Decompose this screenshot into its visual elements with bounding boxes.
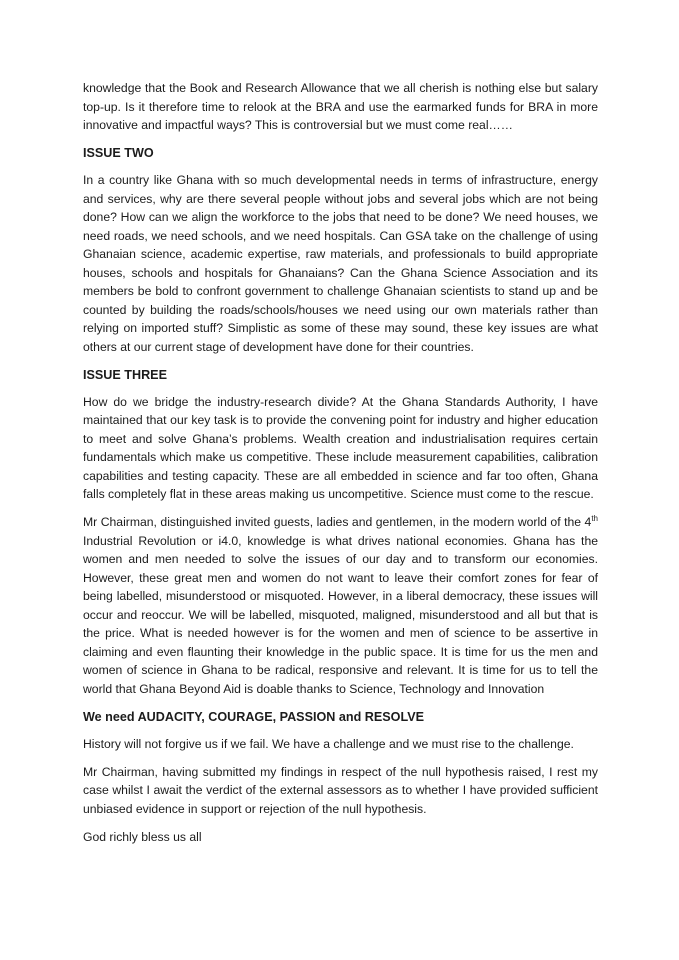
paragraph-history: History will not forgive us if we fail. We have a challenge and we must rise to the challenge. [83, 736, 574, 751]
paragraph-segment: Industrial Revolution or i4.0, knowledge is what drives national economies. Ghana has the women and men needed to solve the issues of our day and to transform our economies. However, these great men and women do not want to leave their comfort zones for fear of being labelled, misunderstood or misquoted. However, in a liberal democracy, these issues will occur and reoccur. We will be labelled, misquoted, maligned, misunderstood and all but that is the price. What is needed however is for the women and men of science to be assertive in claiming and even flaunting their knowledge in the public space. It is time for us the men and women of science in Ghana to be radical, responsive and relevant. It is time for us to tell the world that Ghana Beyond Aid is doable thanks to Science, Technology and Innovation [83, 533, 598, 696]
ordinal-suffix: th [591, 514, 598, 523]
heading-issue-three: ISSUE THREE [83, 367, 167, 382]
heading-issue-two: ISSUE TWO [83, 146, 154, 160]
paragraph-issue-three: How do we bridge the industry-research divide? At the Ghana Standards Authority, I have maintained that our key task is to provide the convening point for industry and higher education to meet and solve Ghana’s problems. Wealth creation and industrialisation requires certain fundamentals which make us competitive. These include measurement capabilities, calibration capabilities and testing capacity. These are all embedded in science and far too often, Ghana falls completely flat in these areas making us uncompetitive. Science must come to the rescue. [83, 394, 598, 501]
paragraph-bra-allowance: knowledge that the Book and Research Allowance that we all cherish is nothing else but salary top-up. Is it therefore time to relook at the BRA and use the earmarked funds for BRA in more innovative and impactful ways? This is controversial but we must come real…… [83, 81, 598, 132]
paragraph-closing-blessing: God richly bless us all [83, 829, 202, 844]
paragraph-null-hypothesis: Mr Chairman, having submitted my findings in respect of the null hypothesis raised, I rest my case whilst I await the verdict of the external assessors as to whether I have provided sufficient unbiased evidence in support or rejection of the null hypothesis. [83, 764, 598, 816]
paragraph-segment: Mr Chairman, distinguished invited guests, ladies and gentlemen, in the modern world of the [83, 515, 585, 529]
ordinal-number: 4 [584, 515, 592, 529]
paragraph-issue-two: In a country like Ghana with so much developmental needs in terms of infrastructure, energy and services, why are there several people without jobs and several jobs which are not being done? How can we align the workforce to the jobs that need to be done? We need houses, we need roads, we need schools, and we need hospitals. Can GSA take on the challenge of using Ghanaian science, academic expertise, raw materials, and professionals to build appropriate houses, schools and hospitals for Ghanaians? Can the Ghana Science Association and its members be bold to confront government to challenge Ghanaian scientists to stand up and be counted by building the roads/schools/houses we need using our own materials rather than relying on imported stuff? Simplistic as some of these may sound, these key issues are what others at our current stage of development have done for their countries. [83, 173, 598, 354]
heading-resolve: We need AUDACITY, COURAGE, PASSION and RESOLVE [83, 709, 425, 724]
paragraph-industrial-revolution [83, 513, 598, 698]
